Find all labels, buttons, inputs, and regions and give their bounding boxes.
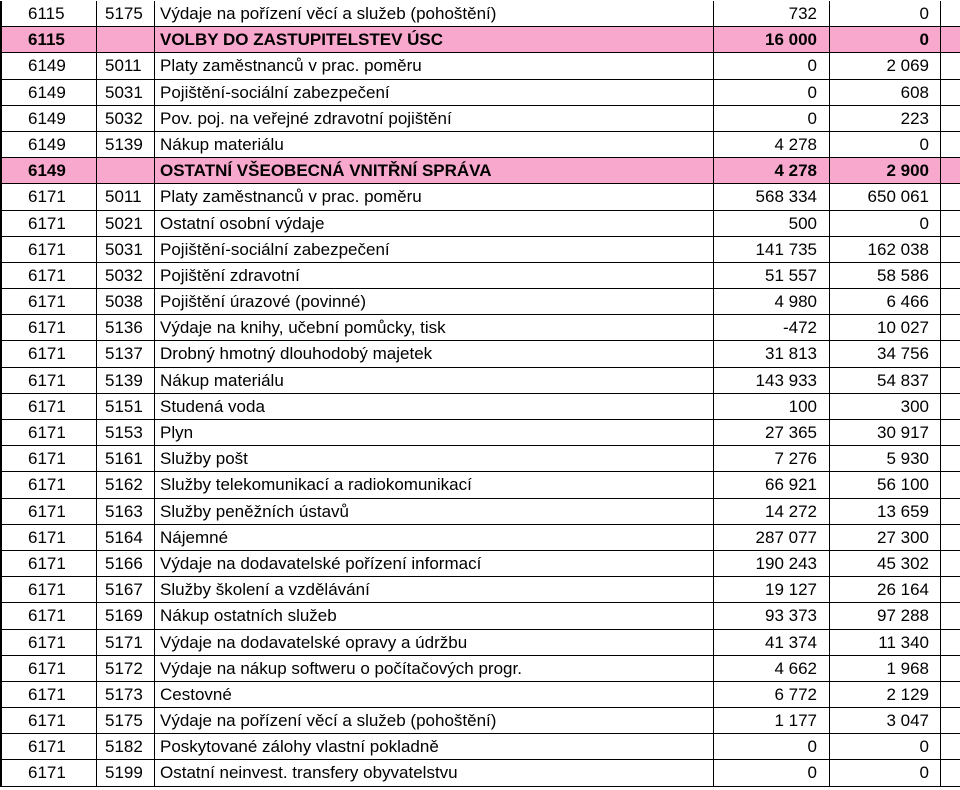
item-code-cell xyxy=(96,158,154,183)
empty-cell xyxy=(941,106,960,131)
item-code-cell: 5162 xyxy=(96,472,154,497)
description-cell: VOLBY DO ZASTUPITELSTEV ÚSC xyxy=(154,27,713,52)
paragraph-cell: 6149 xyxy=(0,80,96,105)
value-2-cell: 10 027 xyxy=(829,315,941,340)
item-code-cell: 5199 xyxy=(96,760,154,785)
description-cell: Služby pošt xyxy=(154,446,713,471)
description-cell: Poskytované zálohy vlastní pokladně xyxy=(154,734,713,759)
description-cell: Nákup ostatních služeb xyxy=(154,603,713,628)
empty-cell xyxy=(941,263,960,288)
item-code-cell: 5172 xyxy=(96,656,154,681)
empty-cell xyxy=(941,315,960,340)
table-row xyxy=(0,1,960,27)
paragraph-cell: 6171 xyxy=(0,603,96,628)
value-2-cell: 5 930 xyxy=(829,446,941,471)
description-cell: Nákup materiálu xyxy=(154,368,713,393)
empty-cell xyxy=(941,237,960,262)
item-code-cell: 5169 xyxy=(96,603,154,628)
empty-cell xyxy=(941,394,960,419)
table-row xyxy=(0,184,960,210)
table-row xyxy=(0,551,960,577)
value-2-cell: 6 466 xyxy=(829,289,941,314)
item-code-cell: 5175 xyxy=(96,1,154,26)
table-row xyxy=(0,472,960,498)
paragraph-cell: 6115 xyxy=(0,1,96,26)
item-code-cell: 5031 xyxy=(96,237,154,262)
item-code-cell: 5136 xyxy=(96,315,154,340)
table-row xyxy=(0,630,960,656)
table-row xyxy=(0,603,960,629)
table-row xyxy=(0,315,960,341)
table-row xyxy=(0,656,960,682)
table-row xyxy=(0,394,960,420)
value-1-cell: 500 xyxy=(713,211,829,236)
value-1-cell: 4 980 xyxy=(713,289,829,314)
value-2-cell: 97 288 xyxy=(829,603,941,628)
value-1-cell: 4 278 xyxy=(713,158,829,183)
item-code-cell: 5011 xyxy=(96,53,154,78)
item-code-cell: 5139 xyxy=(96,368,154,393)
paragraph-cell: 6171 xyxy=(0,734,96,759)
empty-cell xyxy=(941,446,960,471)
description-cell: Výdaje na nákup softweru o počítačových progr. xyxy=(154,656,713,681)
empty-cell xyxy=(941,132,960,157)
item-code-cell: 5175 xyxy=(96,708,154,733)
description-cell: Ostatní osobní výdaje xyxy=(154,211,713,236)
table-row xyxy=(0,577,960,603)
description-cell: Služby peněžních ústavů xyxy=(154,499,713,524)
value-1-cell: 93 373 xyxy=(713,603,829,628)
value-2-cell: 162 038 xyxy=(829,237,941,262)
paragraph-cell: 6171 xyxy=(0,577,96,602)
value-1-cell: 16 000 xyxy=(713,27,829,52)
value-1-cell: 41 374 xyxy=(713,630,829,655)
item-code-cell: 5163 xyxy=(96,499,154,524)
value-2-cell: 26 164 xyxy=(829,577,941,602)
value-2-cell: 0 xyxy=(829,760,941,785)
paragraph-cell: 6171 xyxy=(0,472,96,497)
empty-cell xyxy=(941,603,960,628)
description-cell: Výdaje na dodavatelské opravy a údržbu xyxy=(154,630,713,655)
empty-cell xyxy=(941,341,960,366)
value-2-cell: 30 917 xyxy=(829,420,941,445)
paragraph-cell: 6171 xyxy=(0,525,96,550)
table-row xyxy=(0,525,960,551)
table-row xyxy=(0,734,960,760)
empty-cell xyxy=(941,27,960,52)
table-row xyxy=(0,446,960,472)
value-1-cell: 1 177 xyxy=(713,708,829,733)
empty-cell xyxy=(941,184,960,209)
description-cell: Platy zaměstnanců v prac. poměru xyxy=(154,53,713,78)
paragraph-cell: 6171 xyxy=(0,708,96,733)
table-row xyxy=(0,80,960,106)
paragraph-cell: 6115 xyxy=(0,27,96,52)
value-2-cell: 27 300 xyxy=(829,525,941,550)
empty-cell xyxy=(941,368,960,393)
paragraph-cell: 6149 xyxy=(0,53,96,78)
value-1-cell: 7 276 xyxy=(713,446,829,471)
description-cell: Pojištění-sociální zabezpečení xyxy=(154,80,713,105)
item-code-cell: 5164 xyxy=(96,525,154,550)
empty-cell xyxy=(941,158,960,183)
description-cell: Cestovné xyxy=(154,682,713,707)
description-cell: Studená voda xyxy=(154,394,713,419)
item-code-cell: 5161 xyxy=(96,446,154,471)
value-1-cell: 51 557 xyxy=(713,263,829,288)
value-1-cell: 0 xyxy=(713,760,829,785)
description-cell: Platy zaměstnanců v prac. poměru xyxy=(154,184,713,209)
value-1-cell: 100 xyxy=(713,394,829,419)
table-row xyxy=(0,341,960,367)
value-1-cell: 287 077 xyxy=(713,525,829,550)
item-code-cell xyxy=(96,27,154,52)
value-2-cell: 45 302 xyxy=(829,551,941,576)
item-code-cell: 5032 xyxy=(96,263,154,288)
empty-cell xyxy=(941,525,960,550)
paragraph-cell: 6171 xyxy=(0,420,96,445)
value-2-cell: 0 xyxy=(829,211,941,236)
empty-cell xyxy=(941,577,960,602)
description-cell: Výdaje na knihy, učební pomůcky, tisk xyxy=(154,315,713,340)
table-row xyxy=(0,760,960,786)
value-2-cell: 2 900 xyxy=(829,158,941,183)
item-code-cell: 5032 xyxy=(96,106,154,131)
empty-cell xyxy=(941,682,960,707)
empty-cell xyxy=(941,80,960,105)
paragraph-cell: 6171 xyxy=(0,289,96,314)
item-code-cell: 5153 xyxy=(96,420,154,445)
paragraph-cell: 6149 xyxy=(0,106,96,131)
value-1-cell: 66 921 xyxy=(713,472,829,497)
paragraph-cell: 6171 xyxy=(0,184,96,209)
empty-cell xyxy=(941,420,960,445)
paragraph-cell: 6171 xyxy=(0,211,96,236)
item-code-cell: 5038 xyxy=(96,289,154,314)
empty-cell xyxy=(941,630,960,655)
description-cell: Výdaje na pořízení věcí a služeb (pohoštění) xyxy=(154,1,713,26)
table-row xyxy=(0,237,960,263)
empty-cell xyxy=(941,289,960,314)
empty-cell xyxy=(941,656,960,681)
description-cell: Pov. poj. na veřejné zdravotní pojištění xyxy=(154,106,713,131)
item-code-cell: 5171 xyxy=(96,630,154,655)
description-cell: Pojištění-sociální zabezpečení xyxy=(154,237,713,262)
value-1-cell: 4 278 xyxy=(713,132,829,157)
value-2-cell: 0 xyxy=(829,27,941,52)
value-2-cell: 58 586 xyxy=(829,263,941,288)
paragraph-cell: 6171 xyxy=(0,551,96,576)
value-1-cell: 31 813 xyxy=(713,341,829,366)
value-2-cell: 34 756 xyxy=(829,341,941,366)
value-2-cell: 2 129 xyxy=(829,682,941,707)
table-row xyxy=(0,132,960,158)
value-2-cell: 0 xyxy=(829,132,941,157)
value-2-cell: 0 xyxy=(829,734,941,759)
table-row xyxy=(0,53,960,79)
empty-cell xyxy=(941,708,960,733)
description-cell: Výdaje na pořízení věcí a služeb (pohoštění) xyxy=(154,708,713,733)
value-2-cell: 0 xyxy=(829,1,941,26)
description-cell: Nájemné xyxy=(154,525,713,550)
paragraph-cell: 6171 xyxy=(0,263,96,288)
item-code-cell: 5031 xyxy=(96,80,154,105)
table-row xyxy=(0,289,960,315)
paragraph-cell: 6171 xyxy=(0,368,96,393)
table-row xyxy=(0,368,960,394)
item-code-cell: 5139 xyxy=(96,132,154,157)
value-1-cell: 0 xyxy=(713,80,829,105)
value-1-cell: 27 365 xyxy=(713,420,829,445)
empty-cell xyxy=(941,472,960,497)
paragraph-cell: 6171 xyxy=(0,760,96,785)
value-2-cell: 2 069 xyxy=(829,53,941,78)
paragraph-cell: 6171 xyxy=(0,341,96,366)
value-1-cell: 190 243 xyxy=(713,551,829,576)
empty-cell xyxy=(941,53,960,78)
subtotal-row xyxy=(0,158,960,184)
value-1-cell: 143 933 xyxy=(713,368,829,393)
subtotal-row xyxy=(0,27,960,53)
description-cell: Nákup materiálu xyxy=(154,132,713,157)
empty-cell xyxy=(941,211,960,236)
value-1-cell: -472 xyxy=(713,315,829,340)
table-row xyxy=(0,263,960,289)
paragraph-cell: 6171 xyxy=(0,394,96,419)
empty-cell xyxy=(941,551,960,576)
value-2-cell: 223 xyxy=(829,106,941,131)
paragraph-cell: 6149 xyxy=(0,132,96,157)
paragraph-cell: 6171 xyxy=(0,499,96,524)
budget-table xyxy=(0,1,960,787)
description-cell: OSTATNÍ VŠEOBECNÁ VNITŘNÍ SPRÁVA xyxy=(154,158,713,183)
item-code-cell: 5166 xyxy=(96,551,154,576)
table-row xyxy=(0,708,960,734)
paragraph-cell: 6149 xyxy=(0,158,96,183)
empty-cell xyxy=(941,1,960,26)
value-1-cell: 4 662 xyxy=(713,656,829,681)
value-2-cell: 56 100 xyxy=(829,472,941,497)
description-cell: Pojištění zdravotní xyxy=(154,263,713,288)
description-cell: Drobný hmotný dlouhodobý majetek xyxy=(154,341,713,366)
table-row xyxy=(0,420,960,446)
value-1-cell: 0 xyxy=(713,53,829,78)
value-1-cell: 568 334 xyxy=(713,184,829,209)
value-1-cell: 0 xyxy=(713,106,829,131)
empty-cell xyxy=(941,760,960,785)
value-2-cell: 300 xyxy=(829,394,941,419)
paragraph-cell: 6171 xyxy=(0,237,96,262)
table-row xyxy=(0,682,960,708)
value-1-cell: 6 772 xyxy=(713,682,829,707)
value-2-cell: 3 047 xyxy=(829,708,941,733)
description-cell: Pojištění úrazové (povinné) xyxy=(154,289,713,314)
table-row xyxy=(0,106,960,132)
description-cell: Služby školení a vzdělávání xyxy=(154,577,713,602)
item-code-cell: 5182 xyxy=(96,734,154,759)
value-1-cell: 19 127 xyxy=(713,577,829,602)
value-2-cell: 13 659 xyxy=(829,499,941,524)
item-code-cell: 5011 xyxy=(96,184,154,209)
description-cell: Plyn xyxy=(154,420,713,445)
value-1-cell: 14 272 xyxy=(713,499,829,524)
paragraph-cell: 6171 xyxy=(0,446,96,471)
description-cell: Výdaje na dodavatelské pořízení informací xyxy=(154,551,713,576)
value-1-cell: 732 xyxy=(713,1,829,26)
value-2-cell: 650 061 xyxy=(829,184,941,209)
value-2-cell: 11 340 xyxy=(829,630,941,655)
description-cell: Ostatní neinvest. transfery obyvatelstvu xyxy=(154,760,713,785)
value-2-cell: 608 xyxy=(829,80,941,105)
item-code-cell: 5151 xyxy=(96,394,154,419)
value-2-cell: 54 837 xyxy=(829,368,941,393)
paragraph-cell: 6171 xyxy=(0,682,96,707)
empty-cell xyxy=(941,499,960,524)
table-row xyxy=(0,499,960,525)
item-code-cell: 5137 xyxy=(96,341,154,366)
paragraph-cell: 6171 xyxy=(0,315,96,340)
paragraph-cell: 6171 xyxy=(0,656,96,681)
empty-cell xyxy=(941,734,960,759)
paragraph-cell: 6171 xyxy=(0,630,96,655)
item-code-cell: 5167 xyxy=(96,577,154,602)
value-2-cell: 1 968 xyxy=(829,656,941,681)
item-code-cell: 5173 xyxy=(96,682,154,707)
description-cell: Služby telekomunikací a radiokomunikací xyxy=(154,472,713,497)
value-1-cell: 141 735 xyxy=(713,237,829,262)
value-1-cell: 0 xyxy=(713,734,829,759)
item-code-cell: 5021 xyxy=(96,211,154,236)
table-row xyxy=(0,211,960,237)
